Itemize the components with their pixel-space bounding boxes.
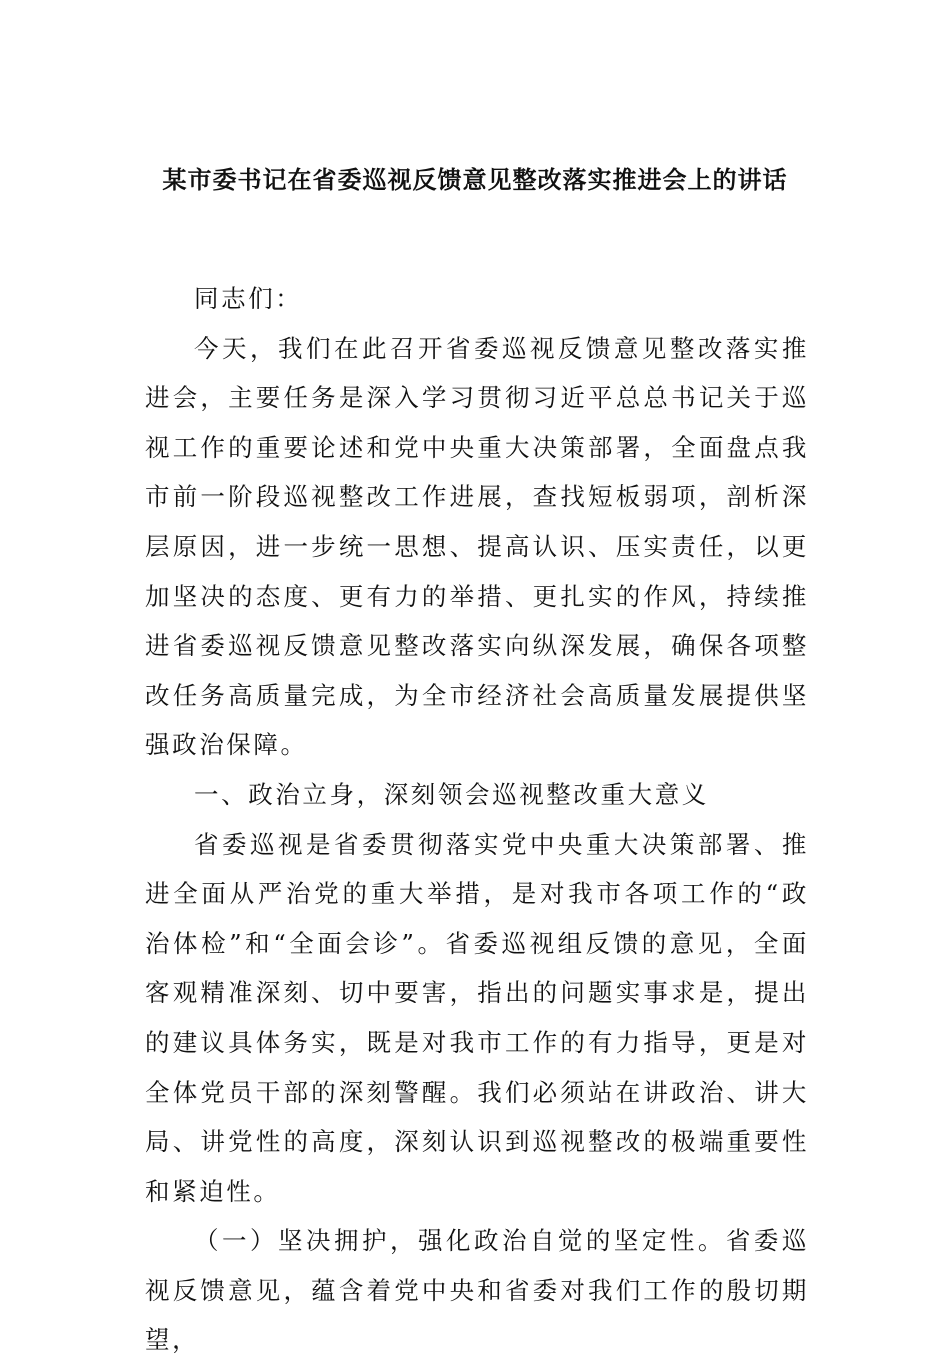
subsection-1-paragraph: （一）坚决拥护，强化政治自觉的坚定性。省委巡视反馈意见，蕴含着党中央和省委对我们工作的殷切期望， [145, 1226, 809, 1355]
intro-paragraph: 今天，我们在此召开省委巡视反馈意见整改落实推进会，主要任务是深入学习贯彻习近平总总书记关于巡视工作的重要论述和党中央重大决策部署，全面盘点我市前一阶段巡视整改工作进展，查找短板弱项，剖析深层原因，进一步统一思想、提高认识、压实责任，以更加坚决的态度、更有力的举措、更扎实的作风，持续推进省委巡视反馈意见整改落实向纵深发展，确保各项整改任务高质量完成，为全市经济社会高质量发展提供坚强政治保障。 [145, 333, 809, 760]
salutation-paragraph: 同志们： [194, 284, 303, 313]
document-title: 某市委书记在省委巡视反馈意见整改落实推进会上的讲话 [162, 165, 788, 194]
section-1-paragraph: 省委巡视是省委贯彻落实党中央重大决策部署、推进全面从严治党的重大举措，是对我市各项工作的“政治体检”和“全面会诊”。省委巡视组反馈的意见，全面客观精准深刻、切中要害，指出的问题实事求是，提出的建议具体务实，既是对我市工作的有力指导，更是对全体党员干部的深刻警醒。我们必须站在讲政治、讲大局、讲党性的高度，深刻认识到巡视整改的极端重要性和紧迫性。 [145, 829, 809, 1206]
document-body [145, 274, 809, 1365]
section-heading-1: 一、政治立身，深刻领会巡视整改重大意义 [194, 779, 709, 809]
